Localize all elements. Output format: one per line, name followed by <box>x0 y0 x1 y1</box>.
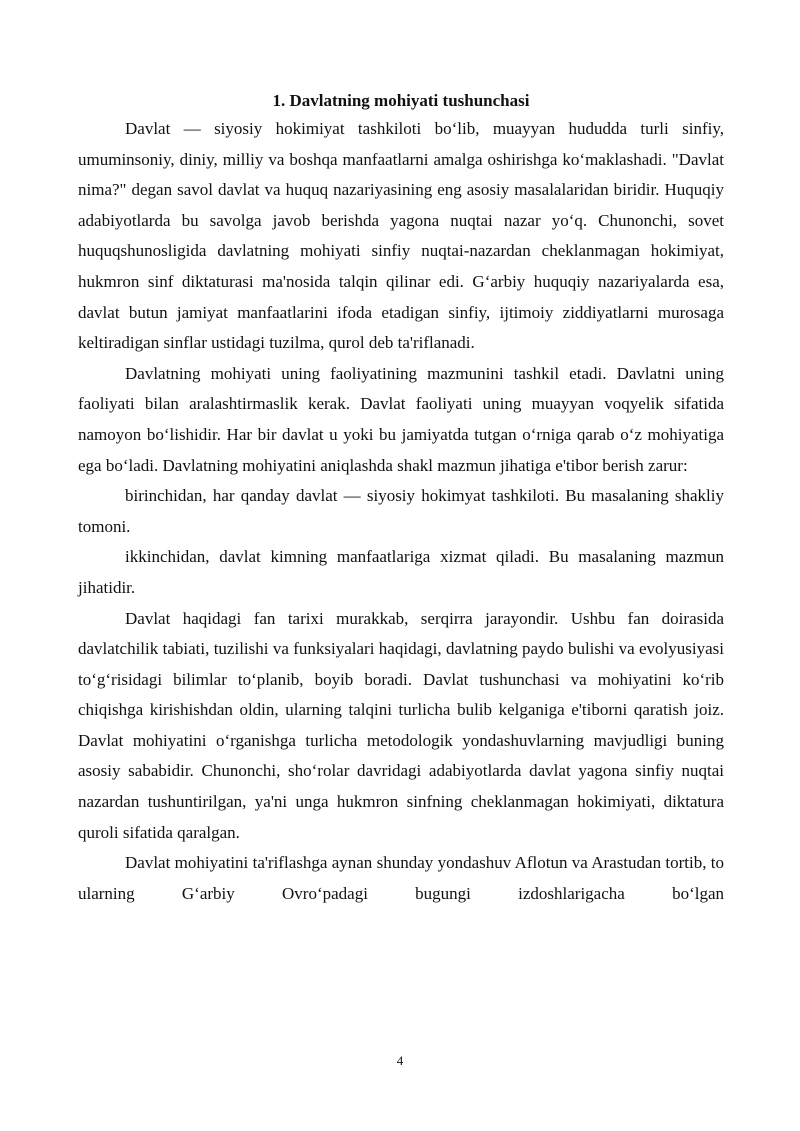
section-title: 1. Davlatning mohiyati tushunchasi <box>272 91 530 110</box>
paragraph: ikkinchidan, davlat kimning manfaatlariga xizmat qiladi. Bu masalaning mazmun jihatidir. <box>78 547 724 597</box>
paragraph: birinchidan, har qanday davlat — siyosiy hokimyat tashkiloti. Bu masalaning shakliy tomoni. <box>78 486 724 536</box>
paragraph: Davlat mohiyatini ta'riflashga aynan shunday yondashuv Aflotun va Arastudan tortib, to ularning G‘arbiy Ovro‘padagi bugungi izdoshlarigacha bo‘lgan <box>78 853 724 903</box>
page-number: 4 <box>396 1053 404 1068</box>
paragraph: Davlat haqidagi fan tarixi murakkab, serqirra jarayondir. Ushbu fan doirasida davlatchilik tabiati, tuzilishi va funksiyalari haqidagi, davlatning paydo bulishi va evolyusiyasi to‘g‘risidagi bilimlar to‘planib, boyib boradi. Davlat tushunchasi va mohiyatini ko‘rib chiqishga kirishishdan oldin, ularning talqini turlicha bulib kelganiga e'tiborni qaratish joiz. Davlat mohiyatini o‘rganishga turlicha metodologik yondashuvlarning mavjudligi buning asosiy sababidir. Chunonchi, sho‘rolar davridagi adabiyotlarda davlat yagona sinfiy nuqtai nazardan tushuntirilgan, ya'ni unga hukmron sinfning cheklanmagan hokimiyati, diktatura quroli sifatida qaralgan. <box>78 608 724 842</box>
paragraph: Davlatning mohiyati uning faoliyatining mazmunini tashkil etadi. Davlatni uning faoliyati bilan aralashtirmaslik kerak. Davlat faoliyati uning muayyan voqyelik sifatida namoyon bo‘lishidir. Har bir davlat u yoki bu jamiyatda tutgan o‘rniga qarab o‘z mohiyatiga ega bo‘ladi. Davlatning mohiyatini aniqlashda shakl mazmun jihatiga e'tibor berish zarur: <box>78 363 724 475</box>
document-body <box>78 90 724 909</box>
paragraph: Davlat — siyosiy hokimiyat tashkiloti bo‘lib, muayyan hududda turli sinfiy, umuminsoniy, diniy, milliy va boshqa manfaatlarni amalga oshirishga ko‘maklashadi. "Davlat nima?" degan savol davlat va huquq nazariyasining eng asosiy masalalaridan biridir. Huquqiy adabiyotlarda bu savolga javob berishda yagona nuqtai nazar yo‘q. Chunonchi, sovet huquqshunosligida davlatning mohiyati sinfiy nuqtai-nazardan cheklanmagan hokimiyat, hukmron sinf diktaturasi ma'nosida talqin qilinar edi. G‘arbiy huquqiy nazariyalarda esa, davlat butun jamiyat manfaatlarini ifoda etadigan sinfiy, ijtimoiy ziddiyatlarni murosaga keltiradigan sinflar ustidagi tuzilma, qurol deb ta'riflanadi. <box>78 119 724 353</box>
